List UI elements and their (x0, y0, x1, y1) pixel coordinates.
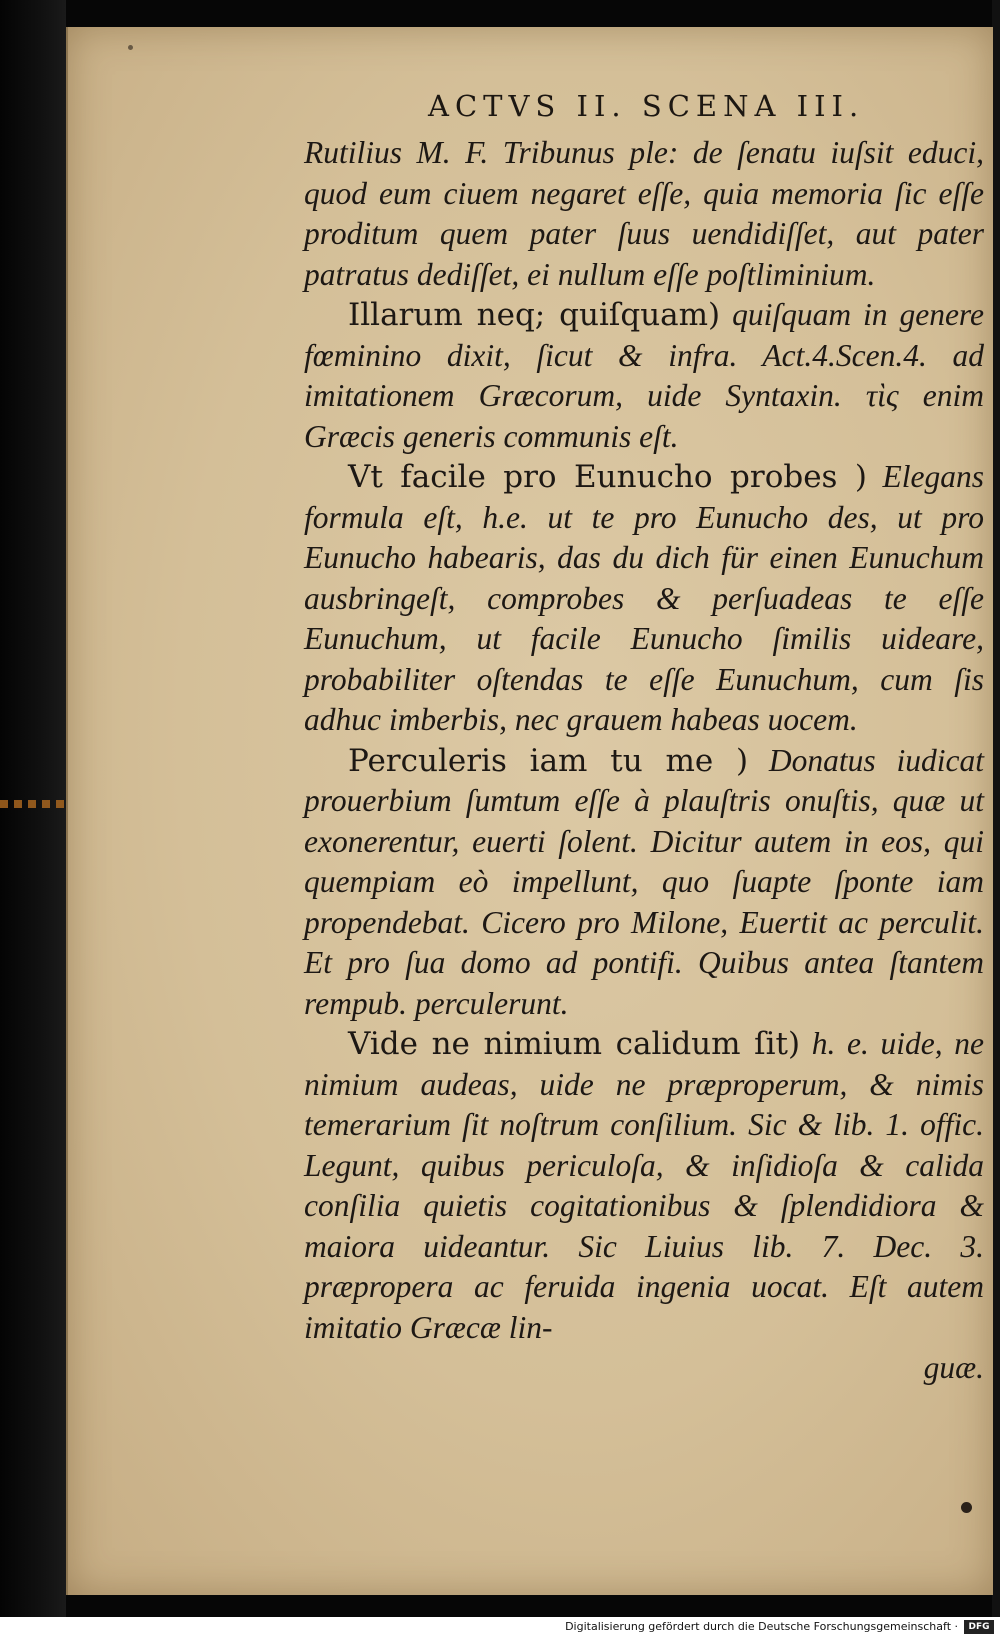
paragraph-2 (304, 295, 984, 457)
paragraph-text: Donatus iudicat prouerbium ſumtum eſſe à plauſtris onuſtis, quæ ut exonerentur, euerti ſolent. Dicitur autem in eos, qui quempiam eò impellunt, quo ſuapte ſponte iam propendebat. Cicero pro Milone, Euertit ac perculit. Et pro ſua domo ad pontifi. Quibus antea ſtantem rempub. perculerunt. (304, 742, 984, 1021)
scan-left-edge (0, 0, 66, 1639)
paragraph-text: h. e. uide, ne nimium audeas, uide ne præproperum, & nimis temerarium ſit noſtrum conſilium. Sic & lib. 1. offic. Legunt, quibus periculoſa, & inſidioſa & calida conſilia quietis cogitationibus & ſplendidiora & maiora uideantur. Sic Liuius lib. 7. Dec. 3. præpropera ac feruida ingenia uocat. Eſt autem imitatio Græcæ lin- (304, 1026, 984, 1345)
paragraph-text: Rutilius M. F. Tribunus ple: de ſenatu iuſsit educi, quod eum ciuem negaret eſſe, quia memoria ſic eſſe proditum quem pater ſuus uendidiſſet, aut pater patratus dediſſet, ei nullum eſſe poſtliminium. (304, 135, 984, 292)
scan-right-edge (992, 0, 1000, 1639)
paragraph-4 (304, 741, 984, 1025)
paragraph-5 (304, 1024, 984, 1348)
book-page (66, 27, 993, 1595)
ink-spot (961, 1502, 972, 1513)
paragraph-1 (304, 133, 984, 295)
footer-credit: Digitalisierung gefördert durch die Deutsche Forschungsgemeinschaft · (565, 1620, 958, 1633)
paragraph-text: quiſquam in genere fœminino dixit, ſicut & infra. Act.4.Scen.4. ad imitationem Græcorum, uide Syntaxin. τὶς enim Græcis generis communis eſt. (304, 297, 984, 454)
digitization-footer (0, 1617, 1000, 1639)
commentary-text (304, 133, 984, 1389)
lemma: Vide ne nimium calidum ſit) (348, 1026, 801, 1062)
lemma: Illarum neq; quiſquam) (348, 297, 721, 333)
dfg-logo: DFG (964, 1620, 994, 1634)
lemma: Perculeris iam tu me ) (348, 742, 749, 779)
catchword: guæ. (923, 1350, 984, 1385)
ink-spot (128, 45, 133, 50)
paragraph-text: Elegans formula eſt, h.e. ut te pro Eunucho des, ut pro Eunucho habearis, das du dich für einen Eunuchum ausbringeſt, comprobes & perſuadeas te eſſe Eunuchum, ut facile Eunucho ſimilis uideare, probabiliter oſtendas te eſſe Eunuchum, cum ſis adhuc imberbis, nec grauem habeas uocem. (304, 459, 984, 737)
lemma: Vt facile pro Eunucho probes ) (348, 459, 868, 495)
running-head: ACTVS II. SCENA III. (428, 89, 865, 123)
edge-color-marks (0, 800, 66, 808)
paragraph-3 (304, 457, 984, 741)
